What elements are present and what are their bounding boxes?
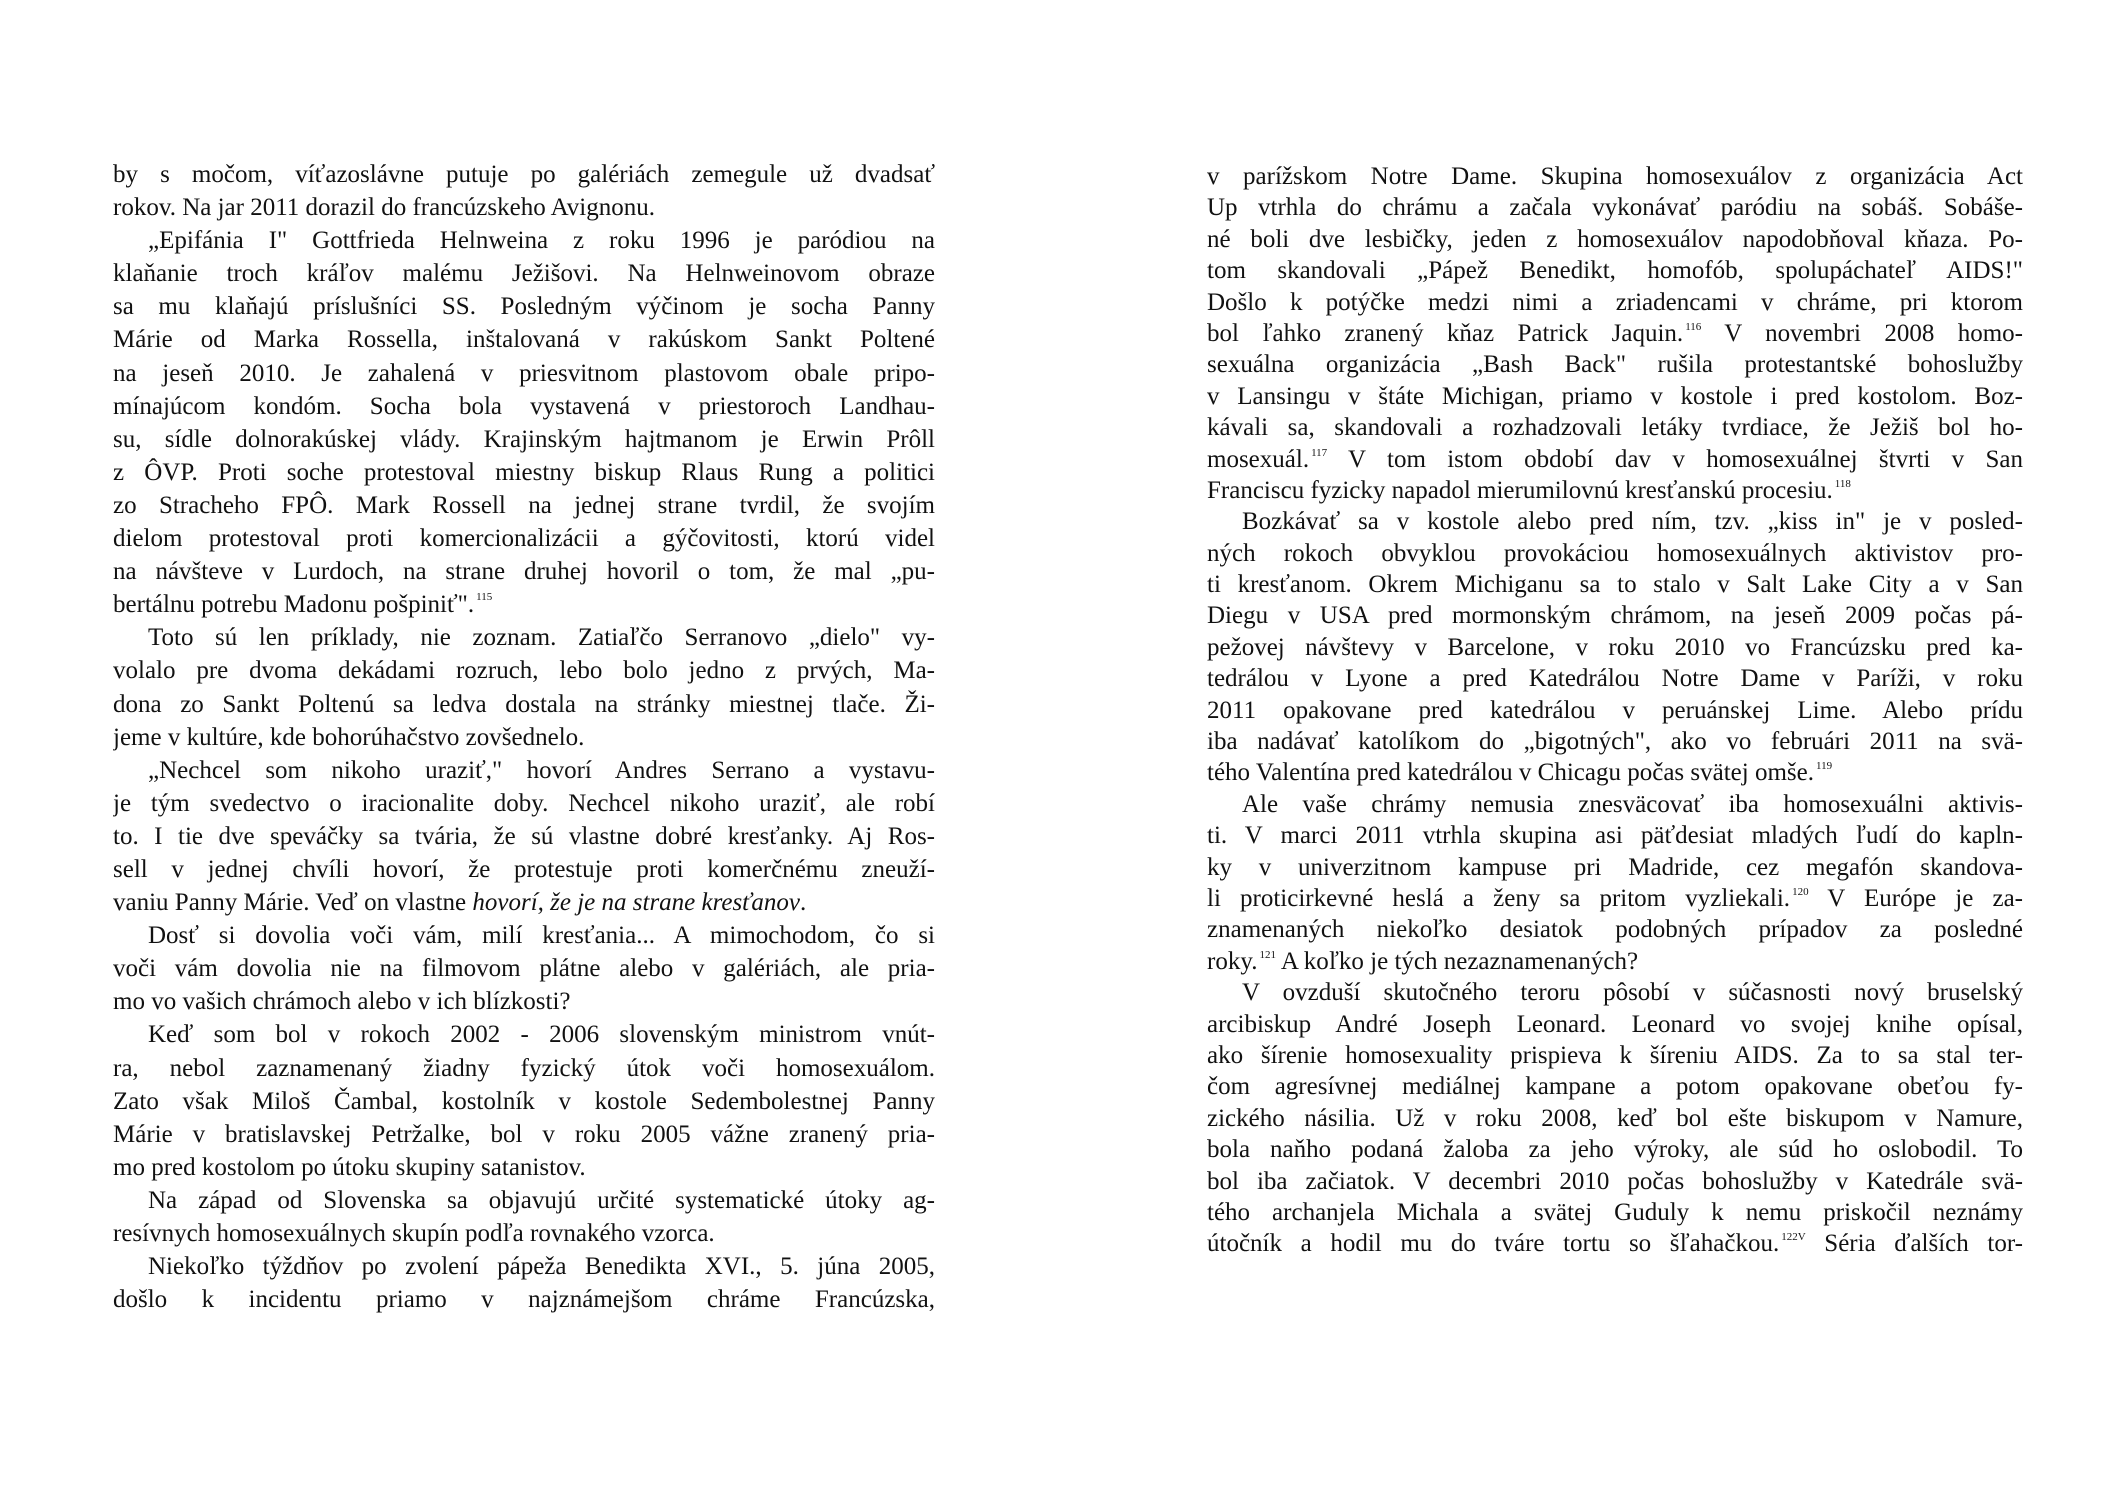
text-line [1207,977,2023,1008]
text-line [113,191,935,224]
text-line [1207,412,2023,443]
text-segment: resívnych homosexuálnych skupín podľa rovnakého vzorca. [113,1220,715,1247]
text-segment: klaňanie troch kráľov malému Ježišovi. Na Helnweinovom obraze [113,260,935,288]
text-segment: su, sídle dolnorakúskej vlády. Krajinským hajtmanom je Erwin Prôll [113,425,935,453]
text-line [113,1184,935,1217]
text-line [113,1052,935,1085]
text-segment: Diegu v USA pred mormonským chrámom, na jeseň 2009 počas pá- [1207,602,2023,630]
text-segment: Ale vaše chrámy nemusia znesväcovať iba homosexuálni aktivis- [1242,790,2023,818]
text-segment: Niekoľko týždňov po zvolení pápeža Benedikta XVI., 5. júna 2005, [148,1253,935,1281]
text-segment: Up vtrhla do chrámu a začala vykonávať paródiu na sobáš. Sobáše- [1207,194,2023,222]
text-line [113,688,935,721]
text-line [1207,538,2023,569]
text-line [1207,789,2023,820]
text-line [113,555,935,588]
text-segment: mo pred kostolom po útoku skupiny satanistov. [113,1153,586,1181]
text-line [1207,349,2023,380]
text-segment: zo Stracheho FPÔ. Mark Rossell na jednej strane tvrdil, že svojím [113,491,935,519]
text-line [1207,695,2023,726]
text-line [113,919,935,952]
text-segment: Zato však Miloš Čambal, kostolník v kostole Sedembolestnej Panny [113,1087,935,1115]
text-line [113,1283,935,1316]
text-segment: Dosť si dovolia voči vám, milí kresťania... A mimochodom, čo si [148,922,935,950]
footnote-reference: 119 [1816,760,1833,773]
text-line [113,357,935,390]
text-line [113,952,935,985]
text-line [1207,820,2023,851]
text-segment: Franciscu fyzicky napadol mierumilovnú kresťanskú procesiu. [1207,476,1833,504]
text-line [113,1018,935,1051]
text-segment: jeme v kultúre, kde bohorúhačstvo zovšednelo. [113,723,585,751]
text-line [1207,757,2023,788]
text-segment: ra, nebol zaznamenaný žiadny fyzický útok voči homosexuálom. [113,1054,935,1082]
text-segment: došlo k incidentu priamo v najznámejšom chráme Francúzska, [113,1286,935,1314]
footnote-reference: 115 [476,591,493,604]
text-line [113,853,935,886]
text-segment: z ÔVP. Proti soche protestoval miestny biskup Rlaus Rung a politici [113,458,935,486]
text-segment: ky v univerzitnom kampuse pri Madride, cez megafón skandova- [1207,853,2023,881]
text-segment: tedrálou v Lyone a pred Katedrálou Notre Dame v Paríži, v roku [1207,665,2023,693]
text-line [113,985,935,1018]
text-segment: Márie od Marka Rossella, inštalovaná v rakúskom Sankt Poltené [113,326,935,354]
text-line [113,621,935,654]
paragraph [1207,789,2023,977]
text-line [1207,1009,2023,1040]
text-segment: bol ľahko zranený kňaz Patrick Jaquin. [1207,319,1684,347]
text-line [1207,1103,2023,1134]
text-segment: Bozkávať sa v kostole alebo pred ním, tzv. „kiss in" je v posled- [1242,508,2023,536]
text-segment: tého Valentína pred katedrálou v Chicagu počas svätej omše. [1207,759,1814,787]
text-segment: iba nadávať katolíkom do „bigotných", ako vo februári 2011 na svä- [1207,728,2023,756]
paragraph [113,1250,935,1316]
footnote-reference: 120 [1792,885,1809,898]
text-line [1207,914,2023,945]
text-line [1207,569,2023,600]
paragraph [113,1184,935,1250]
text-segment: mínajúcom kondóm. Socha bola vystavená v priestoroch Landhau- [113,392,935,420]
text-line [1207,287,2023,318]
text-line [1207,475,2023,506]
text-segment: dona zo Sankt Poltenú sa ledva dostala na stránky miestnej tlače. Ži- [113,690,935,718]
text-segment: Došlo k potýčke medzi nimi a zriadencami v chráme, pri ktorom [1207,288,2023,316]
text-line [1207,1040,2023,1071]
paragraph [113,621,935,753]
text-segment: v parížskom Notre Dame. Skupina homosexuálov z organizácia Act [1207,163,2023,190]
text-line [1207,1228,2023,1259]
text-line [113,754,935,787]
footnote-reference: 118 [1834,477,1851,490]
text-line [113,224,935,257]
text-segment: bol iba začiatok. V decembri 2010 počas bohoslužby v Katedrále svä- [1207,1167,2023,1195]
paragraph [1207,161,2023,506]
text-segment: ti. V marci 2011 vtrhla skupina asi päťdesiat mladých ľudí do kapln- [1207,822,2023,850]
text-segment: znamenaných niekoľko desiatok podobných prípadov za posledné [1207,916,2023,944]
paragraph [113,158,935,224]
footnote-reference: 121 [1259,948,1276,961]
text-segment: sa mu klaňajú príslušníci SS. Posledným výčinom je socha Panny [113,293,935,321]
text-segment: tom skandovali „Pápež Benedikt, homofób, spolupáchateľ AIDS!" [1207,257,2023,285]
text-segment: Keď som bol v rokoch 2002 - 2006 slovenským ministrom vnút- [148,1021,935,1049]
text-segment: Márie v bratislavskej Petržalke, bol v roku 2005 vážne zranený pria- [113,1120,935,1148]
text-segment: V ovzduší skutočného teroru pôsobí v súčasnosti nový bruselský [1242,979,2023,1007]
text-line [113,489,935,522]
text-segment: sell v jednej chvíli hovorí, že protestuje proti komerčnému zneuží- [113,855,935,883]
text-segment: V Európe je za- [1808,884,2023,912]
text-line [113,456,935,489]
text-segment: né boli dve lesbičky, jeden z homosexuálov napodobňoval kňaza. Po- [1207,225,2023,253]
text-line [1207,224,2023,255]
text-segment: vaniu Panny Márie. Veď on vlastne [113,889,473,917]
text-line [1207,444,2023,475]
text-segment: čom agresívnej mediálnej kampane a potom opakovane obeťou fy- [1207,1073,2023,1101]
text-line [113,323,935,356]
text-line [1207,852,2023,883]
text-line [1207,632,2023,663]
text-segment: bertálnu potrebu Madonu pošpiniť". [113,591,475,619]
text-line [1207,1166,2023,1197]
text-segment: to. I tie dve speváčky sa tvária, že sú vlastne dobré kresťanky. Aj Ros- [113,822,935,850]
text-line [113,588,935,621]
text-line [1207,1071,2023,1102]
text-line [1207,663,2023,694]
text-segment: na jeseň 2010. Je zahalená v priesvitnom plastovom obale pripo- [113,359,935,387]
right-page-text [1207,161,2023,1260]
text-segment: Na západ od Slovenska sa objavujú určité systematické útoky ag- [148,1186,935,1214]
text-segment: tého archanjela Michala a svätej Guduly k nemu priskočil neznámy [1207,1198,2023,1226]
paragraph [1207,506,2023,789]
text-segment: rokov. Na jar 2011 dorazil do francúzskeho Avignonu. [113,194,655,222]
text-segment: mosexuál. [1207,445,1310,473]
text-segment: V tom istom období dav v homosexuálnej štvrti v San [1327,445,2023,473]
text-segment: mo vo vašich chrámoch alebo v ich blízkosti? [113,988,571,1016]
text-segment: útočník a hodil mu do tváre tortu so šľahačkou. [1207,1230,1780,1258]
text-segment: v Lansingu v štáte Michigan, priamo v kostole i pred kostolom. Boz- [1207,382,2023,410]
text-segment: sexuálna organizácia „Bash Back" rušila protestantské bohoslužby [1207,351,2023,379]
text-line [113,257,935,290]
text-segment: ti kresťanom. Okrem Michiganu sa to stalo v Salt Lake City a v San [1207,571,2023,599]
text-segment: ných rokoch obvyklou provokáciou homosexuálnych aktivistov pro- [1207,539,2023,567]
text-line [1207,1197,2023,1228]
text-line [1207,161,2023,192]
text-segment: bola naňho podaná žaloba za jeho výroky, ale súd ho oslobodil. To [1207,1136,2023,1164]
text-segment: kávali sa, skandovali a rozhadzovali letáky tvrdiace, že Ježiš bol ho- [1207,414,2023,442]
text-line [1207,381,2023,412]
text-segment: volalo pre dvoma dekádami rozruch, lebo bolo jedno z prvých, Ma- [113,657,935,685]
text-line [113,522,935,555]
text-segment: „Epifánia I" Gottfrieda Helnweina z roku 1996 je paródiou na [148,227,935,255]
text-segment: ako šírenie homosexuality prispieva k šíreniu AIDS. Za to sa stal ter- [1207,1041,2023,1069]
text-segment: pežovej návštevy v Barcelone, v roku 2010 vo Francúzsku pred ka- [1207,633,2023,661]
footnote-reference: 122V [1781,1231,1806,1244]
text-segment: Toto sú len príklady, nie zoznam. Zatiaľčo Serranovo „dielo" vy- [148,624,935,652]
text-line [113,158,935,191]
text-segment: li proticirkevné heslá a ženy sa pritom vyzliekali. [1207,884,1791,912]
paragraph [1207,977,2023,1260]
text-segment: A koľko je tých nezaznamenaných? [1275,947,1639,975]
text-line [113,1217,935,1250]
text-segment: na návšteve v Lurdoch, na strane druhej hovoril o tom, že mal „pu- [113,558,935,586]
text-line [113,721,935,754]
text-line [113,886,935,919]
text-segment: by s močom, víťazoslávne putuje po galériách zemegule už dvadsať [113,161,935,188]
text-line [113,1085,935,1118]
text-line [113,1151,935,1184]
text-line [1207,318,2023,349]
text-line [1207,726,2023,757]
text-line [1207,600,2023,631]
text-line [1207,192,2023,223]
left-page-text [113,158,935,1316]
text-line [113,787,935,820]
text-segment: „Nechcel som nikoho uraziť," hovorí Andres Serrano a vystavu- [148,756,935,784]
text-line [1207,506,2023,537]
text-line [1207,1134,2023,1165]
paragraph [113,224,935,621]
text-segment: voči vám dovolia nie na filmovom plátne alebo v galériách, ale pria- [113,955,935,983]
text-segment: je tým svedectvo o iracionalite doby. Nechcel nikoho uraziť, ale robí [113,789,935,817]
text-line [113,290,935,323]
paragraph [113,919,935,1018]
text-segment: V novembri 2008 homo- [1701,319,2023,347]
footnote-reference: 117 [1311,446,1328,459]
text-segment: . [799,889,807,917]
text-line [113,423,935,456]
italic-text: hovorí, že je na strane kresťanov [472,889,800,917]
text-line [1207,883,2023,914]
text-segment: 2011 opakovane pred katedrálou v peruánskej Lime. Alebo prídu [1207,696,2023,724]
text-segment: zického násilia. Už v roku 2008, keď bol ešte biskupom v Namure, [1207,1104,2023,1132]
text-segment: dielom protestoval proti komercionalizácii a gýčovitosti, ktorú videl [113,525,935,553]
footnote-reference: 116 [1685,320,1702,333]
text-line [1207,946,2023,977]
paragraph [113,754,935,919]
text-line [1207,255,2023,286]
text-line [113,820,935,853]
text-line [113,1250,935,1283]
text-line [113,1118,935,1151]
text-segment: arcibiskup André Joseph Leonard. Leonard vo svojej knihe opísal, [1207,1010,2023,1038]
text-segment: Séria ďalších tor- [1805,1230,2023,1258]
text-segment: roky. [1207,947,1258,975]
text-line [113,654,935,687]
text-line [113,390,935,423]
paragraph [113,1018,935,1183]
